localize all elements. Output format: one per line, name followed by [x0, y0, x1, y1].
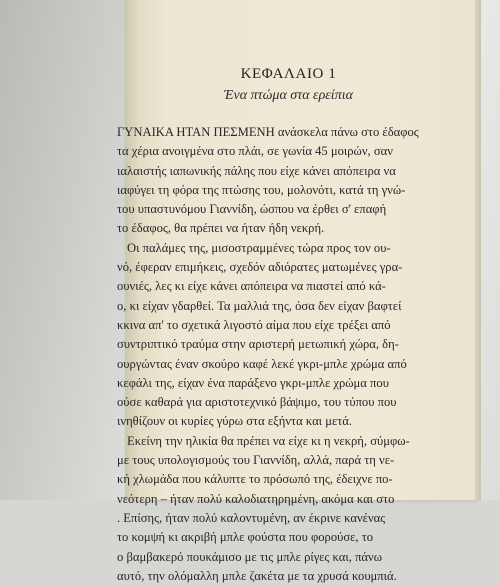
text-line: νό, έφεραν επιμήκεις, σχεδόν αδιόρατες ματωμένες γρα- [117, 260, 403, 275]
text-line: συντριπτικό τραύμα στην αριστερή μετωπική χώρα, δη- [117, 337, 399, 352]
text-line: ο, κι είχαν γδαρθεί. Τα μαλλιά της, όσα δεν είχαν βαφτεί [117, 298, 402, 313]
text-line: κκινα απ' το σχετικά λιγοστό αίμα που είχε τρέξει από [117, 317, 391, 332]
text-line: . Επίσης, ήταν πολύ καλοντυμένη, αν έκρινε κανένας [117, 510, 386, 525]
text-line: αυτό, την ολόμαλλη μπλε ζακέτα με τα χρυσά κουμπιά. [117, 568, 397, 583]
chapter-title: ΚΕΦΑΛΑΙΟ 1 [240, 66, 337, 82]
text-line: Εκείνη την ηλικία θα πρέπει να είχε κι η νεκρή, σύμφω- [127, 433, 410, 448]
chapter-subtitle: Ένα πτώμα στα ερείπια [224, 88, 353, 103]
text-line: Οι παλάμες της, μισοστραμμένες τώρα προς τον ου- [127, 240, 391, 255]
text-line: ουνιές, λες κι είχε κάνει απόπειρα να πιαστεί από κά- [117, 279, 386, 294]
text-line: ιαφύγει τη φόρα της πτώσης του, μολονότι, κατά τη γνώ- [117, 182, 406, 197]
text-line: νεότερη – ήταν πολύ καλοδιατηρημένη, ακόμα και στο [117, 491, 395, 506]
text-line: ΓΥΝΑΙΚΑ ΗΤΑΝ ΠΕΣΜΕΝΗ ανάσκελα πάνω στο έδαφος [117, 125, 419, 139]
text-line: το έδαφος, θα πρέπει να ήταν ήδη νεκρή. [117, 221, 325, 236]
page-edge [475, 0, 481, 500]
text-line: τα χέρια ανοιγμένα στο πλάι, σε γωνία 45 μοιρών, σαν [117, 144, 393, 159]
body-text [117, 123, 460, 586]
text-line: με τους υπολογισμούς του Γιαννίδη, αλλά, παρά τη νε- [117, 453, 395, 468]
text-line: κεφάλι της, είχαν ένα παράξενο γκρι-μπλε χρώμα που [117, 375, 389, 390]
text-line: το κομψή κι ακριβή μπλε φούστα που φορούσε, το [117, 530, 374, 545]
book-page [117, 0, 475, 583]
text-line: ουργώντας έναν σκούρο καφέ λεκέ γκρι-μπλε χρώμα από [117, 356, 407, 371]
text-line: ο βαμβακερό πουκάμισο με τις μπλε ρίγες και, πάνω [117, 549, 383, 564]
text-line: κή χλωμάδα που κάλυπτε το πρόσωπό της, έδειχνε πο- [117, 472, 393, 487]
text-line: ιαλαιστής ιαπωνικής πάλης που είχε κάνει απόπειρα να [117, 163, 396, 178]
text-line: του υπαστυνόμου Γιαννίδη, ώσπου να έρθει σ' επαφή [117, 202, 387, 217]
text-line: ούσε καθαρά για αριστοτεχνικό βάψιμο, του τύπου που [117, 395, 397, 410]
text-line: ινηθίζουν οι κυρίες γύρω στα εξήντα και μετά. [117, 414, 353, 429]
